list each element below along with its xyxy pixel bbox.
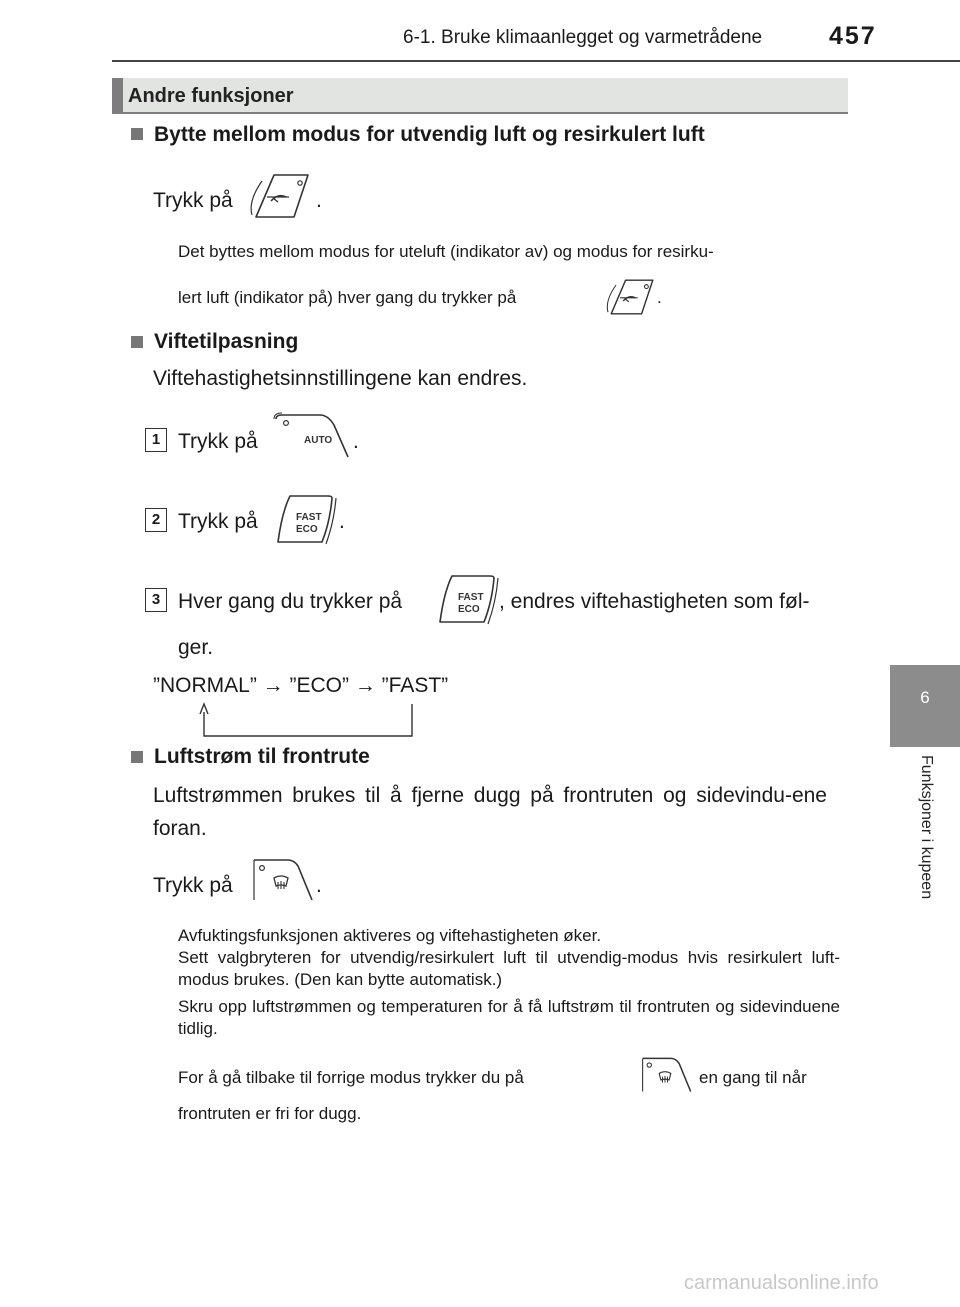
step2-prefix: Trykk på xyxy=(178,510,258,533)
step1-prefix: Trykk på xyxy=(178,430,258,453)
defrost-return-line2: frontruten er fri for dugg. xyxy=(178,1104,362,1123)
defrost-heading: Luftstrøm til frontrute xyxy=(154,745,370,768)
step3-suffix: , endres viftehastigheten som føl- xyxy=(499,590,810,613)
recirc-press-suffix: . xyxy=(316,189,322,212)
windshield-defroster-button-icon xyxy=(246,856,316,904)
header-rule xyxy=(112,60,960,62)
chapter-label: Funksjoner i kupeen xyxy=(918,755,935,900)
recirc-press-prefix: Trykk på xyxy=(153,189,233,212)
defrost-return-suffix: en gang til når xyxy=(699,1068,807,1087)
step3-continuation: ger. xyxy=(178,636,214,659)
step3-prefix: Hver gang du trykker på xyxy=(178,590,403,613)
defrost-intro: Luftstrømmen brukes til å fjerne dugg på frontruten og sidevindu-ene foran. xyxy=(153,784,827,840)
chapter-number: 6 xyxy=(920,688,930,707)
section-bar-accent xyxy=(112,78,123,112)
defrost-note-line3: Skru opp luftstrømmen og temperaturen for å få luftstrøm til frontruten og sidevinduene tidlig. xyxy=(178,997,840,1038)
auto-button-icon xyxy=(270,411,352,461)
cycle-return-arrow xyxy=(196,700,418,740)
bullet-square xyxy=(131,336,143,348)
auto-label: AUTO xyxy=(304,435,333,446)
bullet-square xyxy=(131,128,143,140)
eco-label: ECO xyxy=(296,524,318,535)
recirculation-button-icon xyxy=(242,171,312,221)
fast-eco-button-icon xyxy=(270,492,340,546)
fan-heading: Viftetilpasning xyxy=(154,330,299,353)
step-number-1: 1 xyxy=(145,428,167,452)
section-bar-underline xyxy=(112,112,848,114)
step1-suffix: . xyxy=(353,430,359,453)
fast-label: FAST xyxy=(296,512,322,523)
recirc-note-line2-suffix: . xyxy=(657,288,662,307)
watermark: carmanualsonline.info xyxy=(684,1272,879,1294)
recirc-note-line2-prefix: lert luft (indikator på) hver gang du trykker på xyxy=(178,288,517,307)
section-title: Andre funksjoner xyxy=(128,85,294,107)
fast-label: FAST xyxy=(458,592,484,603)
eco-label: ECO xyxy=(458,604,480,615)
page-number: 457 xyxy=(829,22,877,50)
windshield-defroster-button-icon xyxy=(636,1054,694,1096)
defrost-return-prefix: For å gå tilbake til forrige modus trykker du på xyxy=(178,1068,524,1087)
defrost-press-prefix: Trykk på xyxy=(153,874,233,897)
fan-intro: Viftehastighetsinnstillingene kan endres. xyxy=(153,367,528,390)
step-number-3: 3 xyxy=(145,588,167,612)
defrost-press-suffix: . xyxy=(316,874,322,897)
recirc-note-line1: Det byttes mellom modus for uteluft (indikator av) og modus for resirku- xyxy=(178,242,714,261)
recirculation-button-icon xyxy=(600,276,656,318)
fan-mode-cycle: ”NORMAL” → ”ECO” → ”FAST” xyxy=(153,674,449,697)
defrost-note-line2: Sett valgbryteren for utvendig/resirkulert luft til utvendig-modus hvis resirkulert luft-modus brukes. (Den kan bytte automatisk.) xyxy=(178,948,840,989)
step-number-2: 2 xyxy=(145,508,167,532)
fast-eco-button-icon xyxy=(432,572,502,626)
defrost-note-line1: Avfuktingsfunksjonen aktiveres og viftehastigheten øker. xyxy=(178,926,602,945)
step2-suffix: . xyxy=(339,510,345,533)
recirc-heading: Bytte mellom modus for utvendig luft og resirkulert luft xyxy=(154,123,705,146)
bullet-square xyxy=(131,751,143,763)
header-section-title: 6-1. Bruke klimaanlegget og varmetrådene xyxy=(403,27,763,48)
